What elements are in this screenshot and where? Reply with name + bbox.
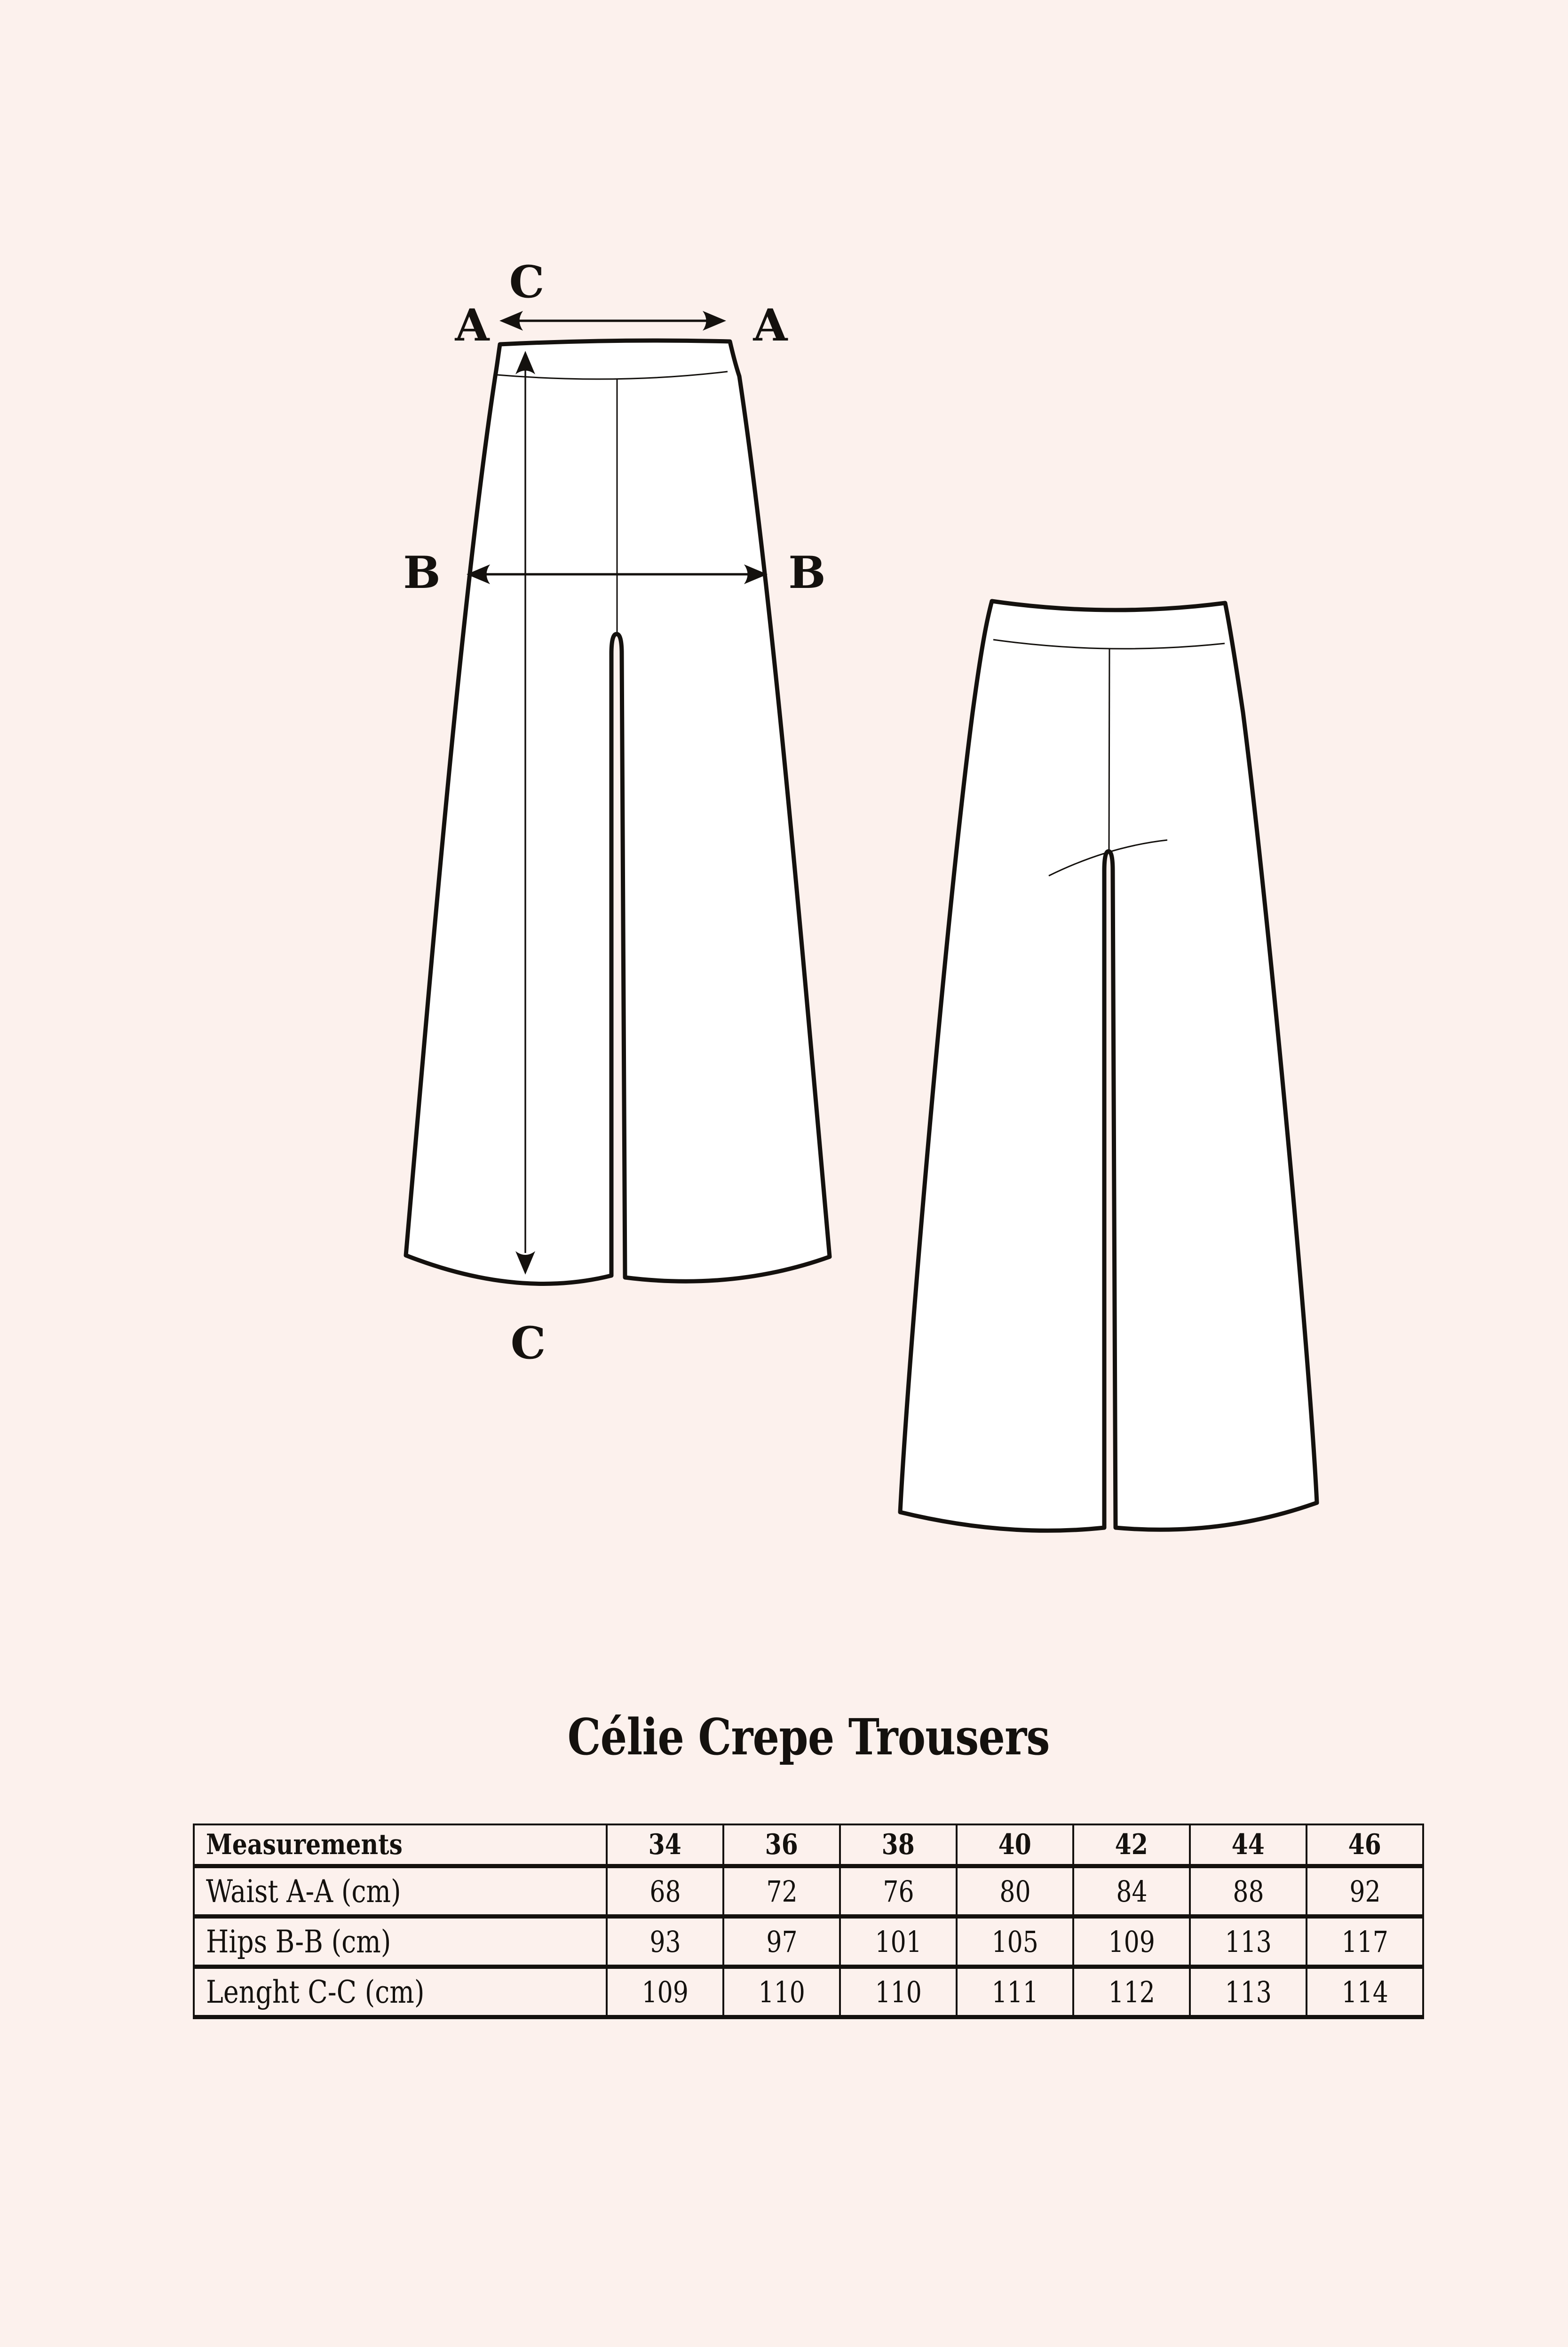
header-size-46: 46 <box>1307 1824 1423 1866</box>
back-trouser-outline <box>900 601 1317 1530</box>
header-size-42: 42 <box>1073 1824 1190 1866</box>
table-row-hips <box>194 1917 1423 1967</box>
length-value: 110 <box>723 1967 840 2017</box>
waist-value: 76 <box>840 1866 957 1917</box>
hips-value: 109 <box>1073 1917 1190 1967</box>
length-value: 113 <box>1190 1967 1307 2017</box>
label-a-right: A <box>753 300 788 351</box>
table-row-length <box>194 1967 1423 2017</box>
page-title <box>193 1707 1424 1766</box>
waist-row-label: Waist A-A (cm) <box>194 1866 607 1917</box>
hips-value: 93 <box>607 1917 723 1967</box>
length-row-label: Lenght C-C (cm) <box>194 1967 607 2017</box>
header-size-44: 44 <box>1190 1824 1307 1866</box>
length-value: 114 <box>1307 1967 1423 2017</box>
waist-value: 88 <box>1190 1866 1307 1917</box>
label-a-left: A <box>455 300 490 351</box>
page-title-text: Célie Crepe Trousers <box>567 1707 1050 1766</box>
header-size-40: 40 <box>957 1824 1073 1866</box>
length-value: 109 <box>607 1967 723 2017</box>
waist-value: 80 <box>957 1866 1073 1917</box>
hips-value: 101 <box>840 1917 957 1967</box>
length-value: 111 <box>957 1967 1073 2017</box>
waist-value: 84 <box>1073 1866 1190 1917</box>
hips-value: 113 <box>1190 1917 1307 1967</box>
waist-a-arrow <box>499 311 726 331</box>
table-row-waist <box>194 1866 1423 1917</box>
header-size-38: 38 <box>840 1824 957 1866</box>
header-size-36: 36 <box>723 1824 840 1866</box>
label-b-right: B <box>788 547 826 599</box>
table-header-row <box>194 1824 1423 1866</box>
front-view-drawing <box>403 256 830 1369</box>
hips-value: 97 <box>723 1917 840 1967</box>
length-value: 110 <box>840 1967 957 2017</box>
length-value: 112 <box>1073 1967 1190 2017</box>
label-c-top: C <box>509 256 545 308</box>
waist-value: 92 <box>1307 1866 1423 1917</box>
label-b-left: B <box>403 547 441 599</box>
header-measurements: Measurements <box>194 1824 607 1866</box>
hips-row-label: Hips B-B (cm) <box>194 1917 607 1967</box>
back-view-drawing <box>900 601 1317 1530</box>
waist-value: 68 <box>607 1866 723 1917</box>
size-table <box>193 1824 1424 2019</box>
size-table-container <box>193 1824 1424 2019</box>
hips-value: 105 <box>957 1917 1073 1967</box>
waist-value: 72 <box>723 1866 840 1917</box>
hips-value: 117 <box>1307 1917 1423 1967</box>
header-size-34: 34 <box>607 1824 723 1866</box>
label-c-bottom: C <box>510 1317 546 1369</box>
